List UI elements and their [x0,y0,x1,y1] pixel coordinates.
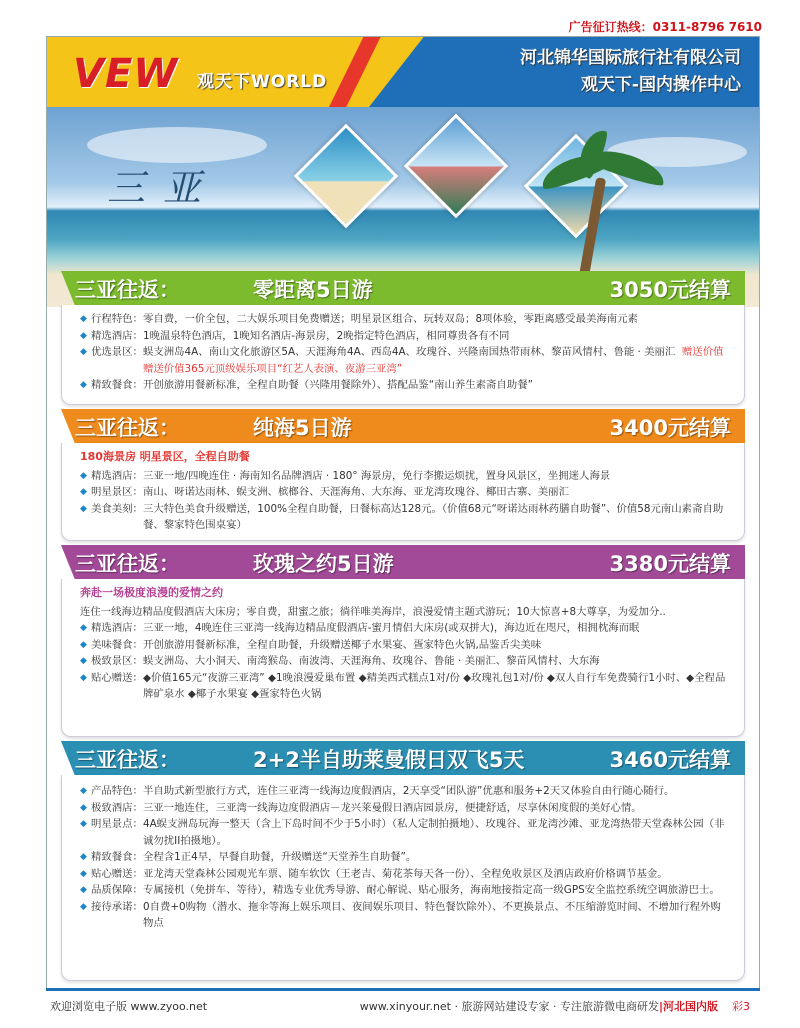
header-bar [47,37,759,107]
section-3-row: ◆ 极致景区： 蜈支洲岛、大小洞天、南湾猴岛、南波湾、天涯海角、玫瑰谷、鲁能 · 美丽汇、黎苗风情村、大东海 [80,653,728,670]
section-3-row: ◆ 贴心赠送： ◆价值165元“夜游三亚湾” ◆1晚浪漫爱巢布置 ◆精美西式糕点1对/份 ◆玫瑰礼包1对/份 ◆双人自行车免费骑行1小时、◆全程品牌矿泉水 ◆椰子水果宴 ◆疍家特色火锅 [80,670,728,703]
footer-site-link[interactable]: www.xinyour.net · 旅游网站建设专家 · 专注旅游微电商研发 [359,1000,659,1013]
section-2-body [61,443,745,541]
company-line-1: 河北锦华国际旅行社有限公司 [520,48,741,68]
section-2-header [61,409,745,443]
section-2-row: ◆ 美食美刻： 三大特色美食升级赠送，100%全程自助餐，日餐标高达128元。（价值68元“呀诺达雨林药膳自助餐”、价值58元南山素斋自助餐、黎家特色围桌宴） [80,501,728,534]
diamond-bullet-icon: ◆ [80,487,87,497]
page-number: 彩3 [732,1000,750,1013]
diamond-bullet-icon: ◆ [80,656,87,666]
footer-left-link[interactable]: 欢迎浏览电子版 www.zyoo.net [50,1000,208,1013]
company-name [520,45,741,99]
section-4-row: ◆ 品质保障： 专属接机（免拼车、等待），精选专业优秀导游、耐心解说、贴心服务，海南地接指定高一级GPS安全监控系统空调旅游巴士。 [80,882,728,899]
section-4-name: 2+2半自助莱曼假日双飞5天 [253,748,525,772]
diamond-bullet-icon: ◆ [80,470,87,481]
section-1-price: 3050元结算 [609,278,731,302]
vew-logo: VEW [73,51,179,97]
footer-edition: |河北国内版 [658,1000,718,1013]
section-3-name: 玫瑰之约5日游 [253,552,394,576]
section-4-row: ◆ 接待承诺： 0自费+0购物（潜水、拖伞等海上娱乐项目、夜间娱乐项目、特色餐饮除外）、不更换景点、不压缩游览时间、不增加行程外购物点 [80,899,728,932]
section-3-row: ◆ 美味餐食： 开创旅游用餐新标准，全程自助餐，升级赠送椰子水果宴、疍家特色火锅,品鉴舌尖美味 [80,637,728,654]
section-3-price: 3380元结算 [609,552,731,576]
section-4-header [61,741,745,775]
section-2-row: ◆ 精选酒店： 三亚一地/四晚连住 · 海南知名品牌酒店 · 180° 海景房，免行李搬运烦扰，置身风景区，坐拥迷人海景 [80,468,728,485]
section-3-subtitle: 奔赴一场极度浪漫的爱情之约 [80,586,223,599]
section-1-row: ◆ 精选酒店： 1晚温泉特色酒店，1晚知名酒店-海景房，2晚指定特色酒店，相同尊贵各有不同 [80,328,728,345]
section-3-body [61,579,745,737]
section-2-name: 纯海5日游 [253,416,352,440]
section-2-row: ◆ 明星景区： 南山、呀诺达雨林、蜈支洲、槟榔谷、天涯海角、大东海、亚龙湾玫瑰谷、椰田古寨、美丽汇 [80,484,728,501]
footer [0,994,800,1028]
diamond-bullet-icon: ◆ [80,672,87,683]
section-3-intro: 连住一线海边精品度假酒店大床房；零自费，甜蜜之旅；徜徉唯美海岸，浪漫爱情主题式游玩；10大惊喜+8大尊享，为爱加分.. [80,605,666,618]
section-1-row: ◆ 精致餐食： 开创旅游用餐新标准，全程自助餐（兴隆用餐除外）、搭配品鉴“南山养生素斋自助餐” [80,377,728,394]
logo-subtitle: 观天下WORLD [197,72,328,92]
diamond-bullet-icon: ◆ [80,330,87,341]
section-3-header [61,545,745,579]
diamond-bullet-icon: ◆ [80,347,87,357]
section-4-price: 3460元结算 [609,748,731,772]
diamond-bullet-icon: ◆ [80,639,87,650]
diamond-bullet-icon: ◆ [80,503,87,514]
diamond-bullet-icon: ◆ [80,868,87,879]
diamond-bullet-icon: ◆ [80,623,87,633]
section-3-route: 三亚往返： [75,552,180,576]
section-3-row: ◆ 精选酒店： 三亚一地，4晚连住三亚湾一线海边精品度假酒店-蜜月情侣大床房(或双拼大)，海边近在咫尺，相拥枕海而眠 [80,620,728,637]
section-1-row: ◆ 行程特色： 零自费，一价全包，二大娱乐项目免费赠送；明星景区组合、玩转双岛；8项体验，零距离感受最美海南元素 [80,311,728,328]
page-frame [46,36,760,991]
section-2-price: 3400元结算 [609,416,731,440]
section-4-row: ◆ 明星景点： 4A蜈支洲岛玩海一整天（含上下岛时间不少于5小时）（私人定制拍摄地）、玫瑰谷、亚龙湾沙滩、亚龙湾热带天堂森林公园（非诚勿扰II拍摄地）。 [80,816,728,849]
section-4-route: 三亚往返： [75,748,180,772]
photo-hammock [294,124,399,229]
diamond-bullet-icon: ◆ [80,901,87,912]
photo-couple-rock [404,114,509,219]
section-2-subtitle: 180海景房 明星景区，全程自助餐 [80,450,250,463]
section-4-body [61,775,745,981]
section-2-route: 三亚往返： [75,416,180,440]
section-4-row: ◆ 产品特色： 半自助式新型旅行方式，连住三亚湾一线海边度假酒店，2天享受“团队游”优惠和服务+2天又体验自由行随心随行。 [80,783,728,800]
company-line-2: 观天下-国内操作中心 [580,75,741,95]
ad-hotline: 广告征订热线：0311-8796 7610 [568,20,762,34]
diamond-bullet-icon: ◆ [80,819,87,829]
section-4-row: ◆ 贴心赠送： 亚龙湾天堂森林公园观光车票、随车软饮（王老吉、菊花茶每天各一份）、全程免收景区及酒店政府价格调节基金。 [80,866,728,883]
footer-divider [46,988,760,991]
section-4-row: ◆ 极致酒店： 三亚一地连住，三亚湾一线海边度假酒店－龙兴莱曼假日酒店园景房，便捷舒适，尽享休闲度假的美好心情。 [80,800,728,817]
diamond-bullet-icon: ◆ [80,802,87,813]
diamond-bullet-icon: ◆ [80,852,87,862]
diamond-bullet-icon: ◆ [80,380,87,390]
section-1-route: 三亚往返： [75,278,180,302]
section-4-row: ◆ 精致餐食： 全程含1正4早，早餐自助餐，升级赠送“天堂养生自助餐”。 [80,849,728,866]
section-1-row: ◆ 优选景区： 蜈支洲岛4A、南山文化旅游区5A、天涯海角4A、西岛4A、玫瑰谷、兴隆南国热带雨林、黎苗风情村、鲁能 · 美丽汇 赠送价值赠送价值365元顶级娱乐项目“红艺人表演、夜游三亚湾” [80,344,728,377]
section-1-name: 零距离5日游 [253,278,373,302]
diamond-bullet-icon: ◆ [80,786,87,796]
section-1-body [61,305,745,405]
diamond-bullet-icon: ◆ [80,885,87,895]
section-1-gift: 赠送价值赠送价值365元顶级娱乐项目“红艺人表演、夜游三亚湾” [142,346,724,375]
section-1-header [61,271,745,305]
footer-right [360,998,750,1014]
banner-title: 三亚 [107,166,220,210]
diamond-bullet-icon: ◆ [80,314,87,324]
